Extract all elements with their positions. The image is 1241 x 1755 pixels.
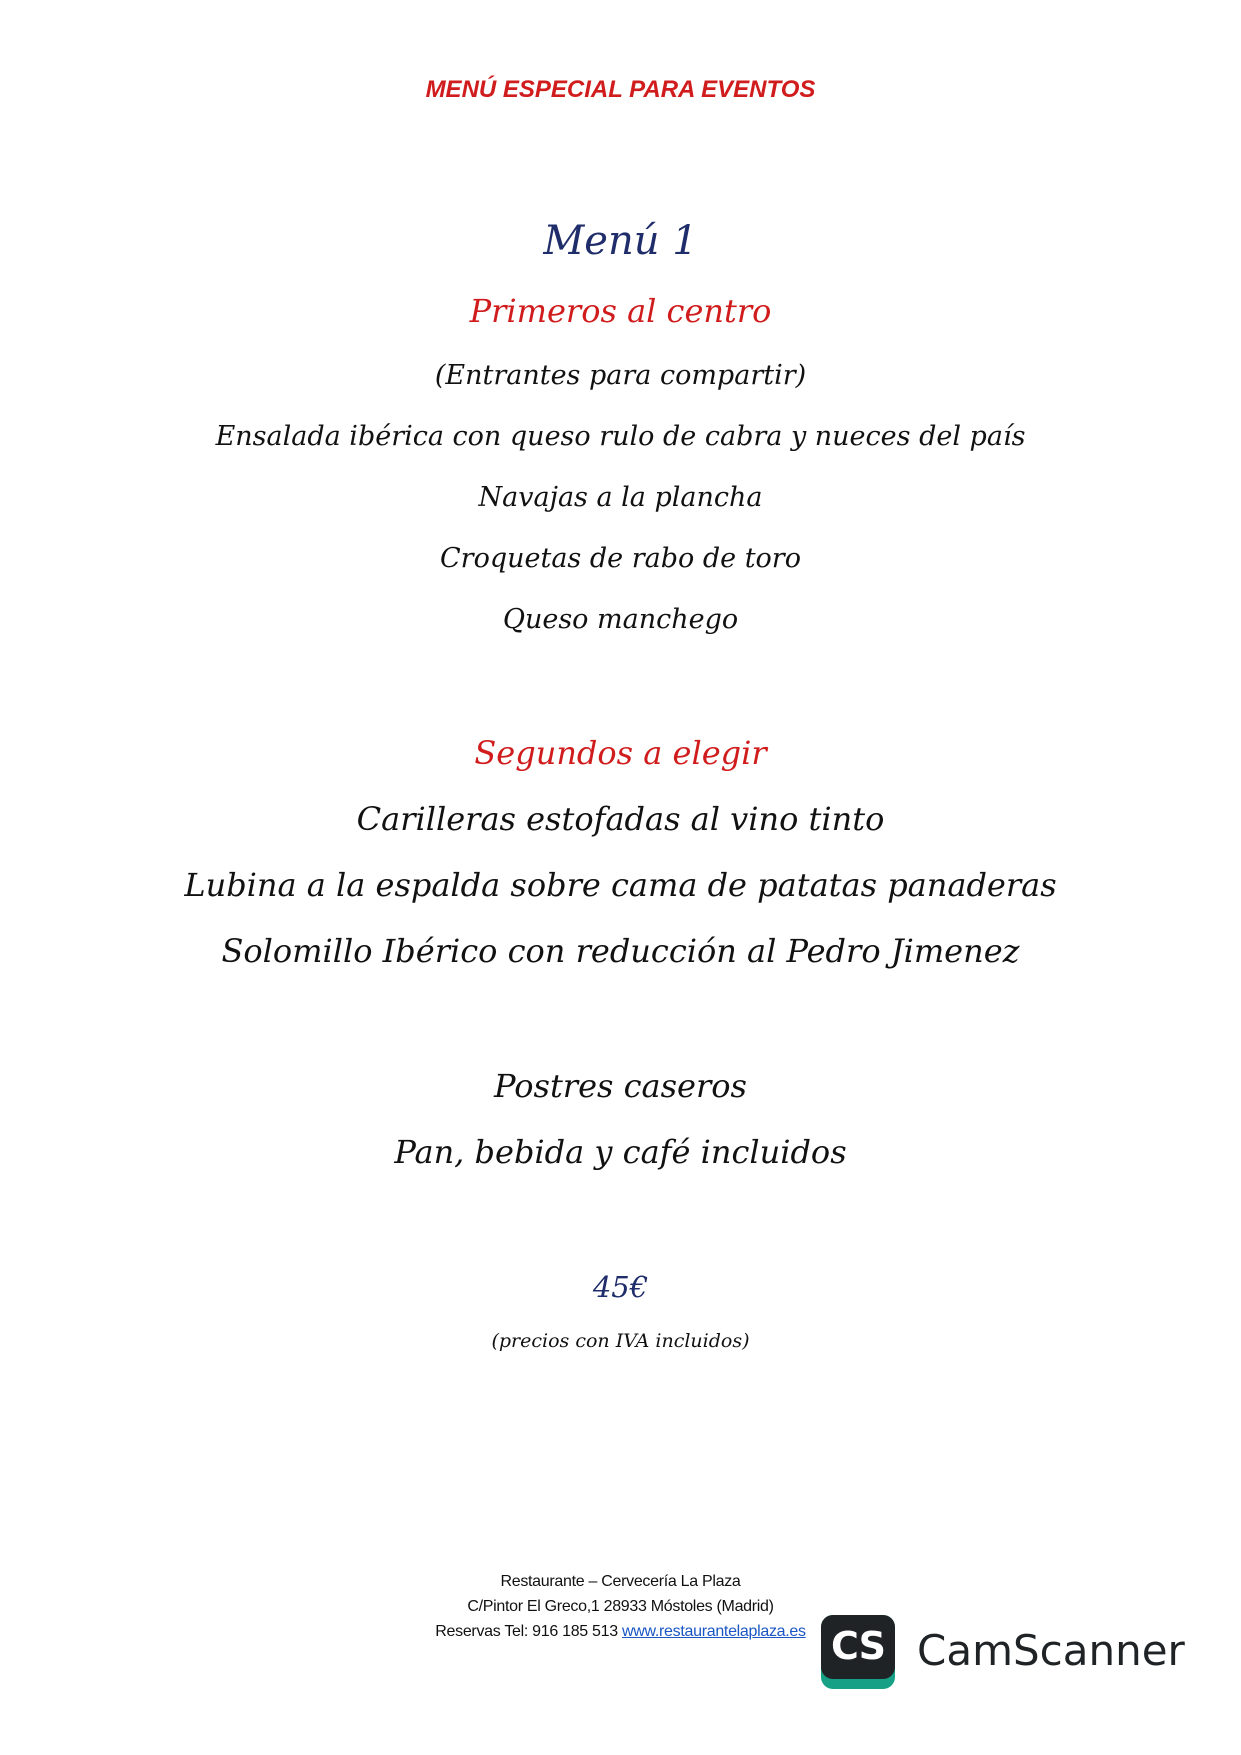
primeros-item: Ensalada ibérica con queso rulo de cabra y nueces del país	[215, 421, 1026, 452]
section-heading-primeros: Primeros al centro	[469, 292, 772, 330]
camscanner-logo	[821, 1615, 895, 1689]
price-note: (precios con IVA incluidos)	[491, 1330, 750, 1352]
primeros-note: (Entrantes para compartir)	[434, 360, 807, 391]
primeros-item: Queso manchego	[502, 604, 739, 635]
section-heading-segundos: Segundos a elegir	[474, 734, 767, 772]
footer-restaurant-name: Restaurante – Cervecería La Plaza	[500, 1573, 741, 1590]
camscanner-label: CamScanner	[917, 1626, 1185, 1675]
footer-address: C/Pintor El Greco,1 28933 Móstoles (Madrid)	[467, 1598, 774, 1615]
primeros-item: Croquetas de rabo de toro	[440, 543, 801, 574]
menu-price: 45€	[592, 1270, 649, 1304]
extras-item: Pan, bebida y café incluidos	[394, 1133, 847, 1171]
camscanner-logo-text: CS	[821, 1615, 895, 1679]
primeros-item: Navajas a la plancha	[478, 482, 763, 513]
extras-item: Postres caseros	[494, 1067, 747, 1105]
segundos-item: Solomillo Ibérico con reducción al Pedro Jimenez	[221, 932, 1020, 970]
menu-title: Menú 1	[543, 218, 698, 264]
segundos-item: Carilleras estofadas al vino tinto	[356, 800, 885, 838]
footer-website-link[interactable]: www.restaurantelaplaza.es	[622, 1623, 806, 1640]
page-header-title: MENÚ ESPECIAL PARA EVENTOS	[425, 76, 816, 103]
segundos-item: Lubina a la espalda sobre cama de patatas panaderas	[184, 866, 1057, 904]
footer-reservas: Reservas Tel: 916 185 513	[435, 1623, 618, 1640]
